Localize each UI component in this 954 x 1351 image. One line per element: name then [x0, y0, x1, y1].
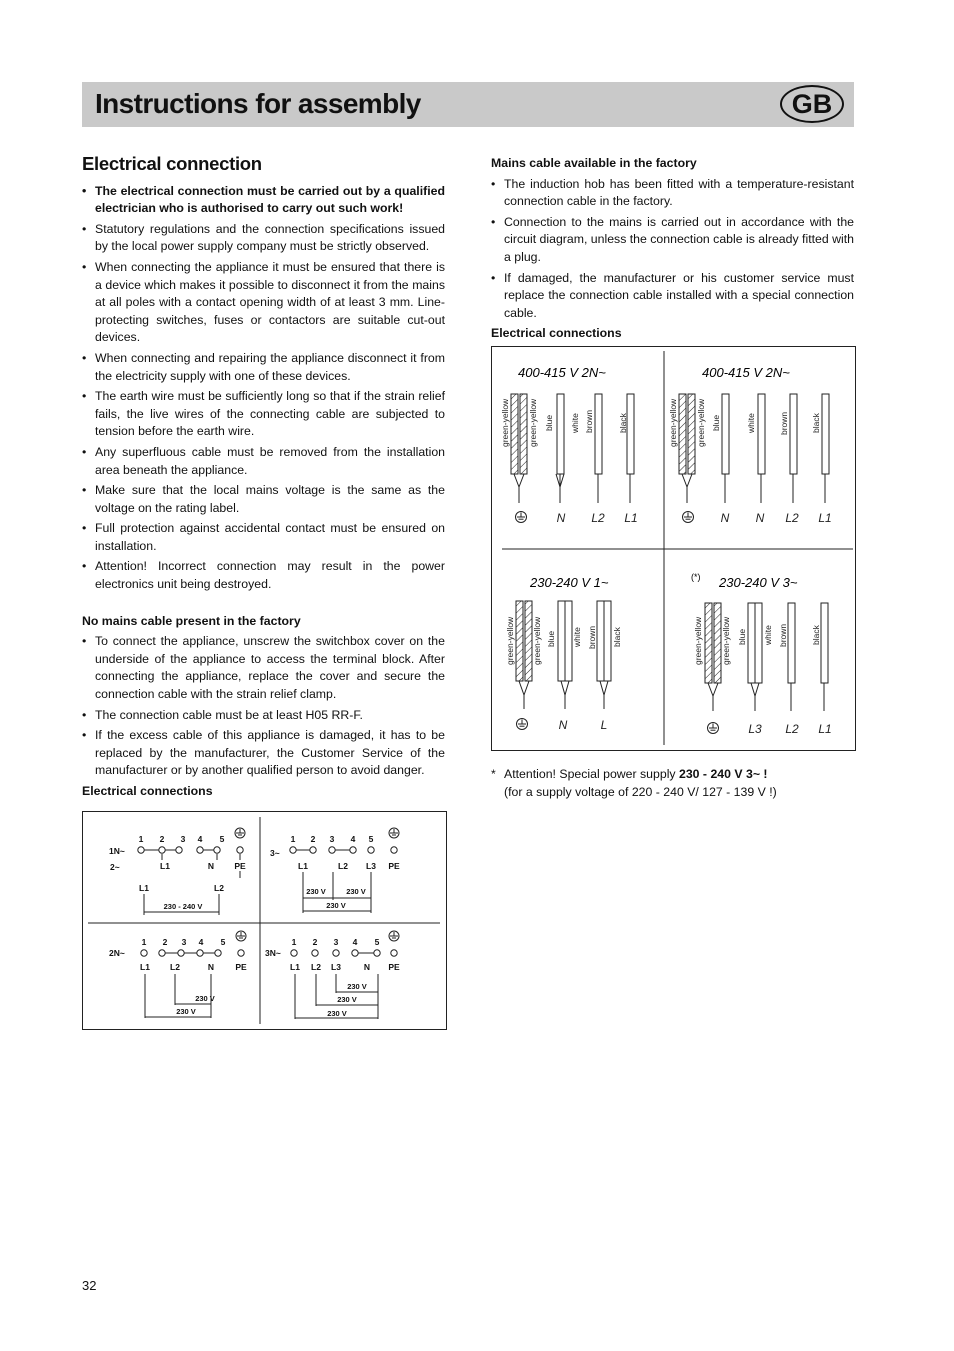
terminal-label: L2 [591, 510, 605, 525]
voltage-label: 230 V [327, 1008, 347, 1018]
wire-label: brown [587, 625, 597, 649]
wire-label: green-yellow [500, 398, 510, 447]
supply-label: 3~ [270, 847, 280, 858]
wire-label: green-yellow [696, 398, 706, 447]
section-heading: Electrical connection [82, 153, 262, 174]
terminal-label: PE [388, 961, 400, 972]
footnote [491, 766, 854, 801]
terminal-number: 3 [329, 833, 335, 844]
wire-label: white [572, 627, 582, 647]
terminal-number: 3 [180, 833, 186, 844]
wire-label: white [570, 413, 580, 433]
terminal-label: N [720, 510, 730, 525]
terminal-number: 5 [219, 833, 225, 844]
list-item: • The electrical connection must be carried out by a qualified electrician who is authorised to carry out such work! [82, 183, 445, 218]
terminal-label: L2 [170, 961, 180, 972]
voltage-title: 400-415 V 2N~ [518, 364, 606, 380]
voltage-title: 400-415 V 2N~ [702, 364, 790, 380]
terminal-label: L1 [160, 860, 170, 871]
wire-label: black [811, 413, 821, 433]
subheading: No mains cable present in the factory [82, 613, 301, 628]
list-item: • The earth wire must be sufficiently long so that if the strain relief fails, the live wires of the connecting cable are subjected to tension before the earth wire. [82, 388, 445, 441]
list-item: • To connect the appliance, unscrew the switchbox cover on the underside of the appliance to access the terminal block. After connecting the appliance, replace the cover and secure the connection cable with the strain relief clamp. [82, 633, 445, 703]
list-item: • Statutory regulations and the connection specifications issued by the local power supply company must be strictly observed. [82, 221, 445, 256]
terminal-number: 3 [333, 936, 339, 947]
wire-label: brown [779, 411, 789, 435]
terminal-label: N [363, 961, 371, 972]
earth-icon [708, 722, 719, 733]
terminal-label: L2 [311, 961, 321, 972]
footnote-line2: (for a supply voltage of 220 - 240 V/ 127 - 139 V !) [504, 784, 777, 799]
terminal-label: PE [235, 961, 247, 972]
wire-label: white [763, 625, 773, 645]
left-column [82, 155, 445, 1030]
header-bar [82, 82, 854, 127]
terminal-diagram [82, 811, 447, 1030]
list-item: • When connecting the appliance it must be ensured that there is a device which makes it possible to disconnect it from the mains at all poles with a contact opening width of at least 3 mm. Line-protecting switches, fuses or contactors are suitable cut-out devices. [82, 259, 445, 347]
list-item: • When connecting and repairing the appliance disconnect it from the electricity supply with one of these devices. [82, 350, 445, 385]
terminal-number: 4 [352, 936, 358, 947]
wire-label: black [618, 413, 628, 433]
list-item: • The induction hob has been fitted with a temperature-resistant connection cable in the factory. [491, 176, 854, 211]
page-number: 32 [82, 1278, 97, 1293]
terminal-number: 5 [368, 833, 374, 844]
terminal-label: N [558, 717, 568, 732]
voltage-label: 230 V [195, 993, 215, 1003]
wire-label: white [746, 413, 756, 433]
terminal-number: 1 [290, 833, 296, 844]
voltage-label: 230 V [326, 900, 346, 910]
footnote-star: (*) [691, 571, 701, 582]
earth-icon [517, 718, 528, 729]
wire-label: black [811, 625, 821, 645]
terminal-label: N [556, 510, 566, 525]
terminal-label: L1 [624, 510, 638, 525]
terminal-label: N [207, 961, 215, 972]
terminal-number: 5 [220, 936, 226, 947]
cable-diagram [491, 346, 856, 751]
terminal-label: L3 [331, 961, 341, 972]
terminal-number: 2 [162, 936, 168, 947]
terminal-label: L1 [818, 721, 832, 736]
terminal-number: 1 [141, 936, 147, 947]
terminal-number: 4 [197, 833, 203, 844]
terminal-label: L2 [338, 860, 348, 871]
terminal-number: 2 [312, 936, 318, 947]
terminal-number: 1 [291, 936, 297, 947]
factory-cable-list [491, 176, 854, 323]
wire-label: blue [544, 414, 554, 431]
terminal-number: 1 [138, 833, 144, 844]
terminal-number: 5 [374, 936, 380, 947]
terminal-label: L [600, 717, 608, 732]
footnote-text: Attention! Special power supply [504, 766, 679, 781]
voltage-label: 230 - 240 V [163, 901, 203, 911]
terminal-number: 3 [181, 936, 187, 947]
list-item: • If damaged, the manufacturer or his customer service must replace the connection cable installed with a special connection cable. [491, 270, 854, 323]
subheading: Mains cable available in the factory [491, 156, 697, 170]
wire-label: green-yellow [721, 616, 731, 665]
terminal-label: L2 [785, 510, 799, 525]
list-item: • Attention! Incorrect connection may result in the power electronics unit being destroyed. [82, 558, 445, 593]
terminal-label: L3 [748, 721, 762, 736]
wire-label: blue [737, 628, 747, 645]
diagram-label: Electrical connections [82, 784, 213, 798]
terminal-number: 2 [310, 833, 316, 844]
earth-icon [516, 511, 527, 522]
supply-label: 2~ [110, 861, 120, 872]
terminal-number: 2 [159, 833, 165, 844]
wire-label: green-yellow [505, 616, 515, 665]
language-badge: GB [780, 85, 844, 123]
diagram-label: Electrical connections [491, 326, 622, 341]
list-item: • The connection cable must be at least H05 RR-F. [82, 707, 445, 725]
list-item: • Full protection against accidental contact must be ensured on installation. [82, 520, 445, 555]
voltage-title: 230-240 V 3~ [719, 574, 798, 590]
list-item: • Make sure that the local mains voltage is the same as the voltage on the rating label. [82, 482, 445, 517]
right-column [491, 155, 854, 801]
terminal-number: 4 [350, 833, 356, 844]
wire-label: black [612, 627, 622, 647]
footnote-marker: * [491, 766, 496, 781]
voltage-label: 230 V [347, 981, 367, 991]
wire-label: green-yellow [528, 398, 538, 447]
terminal-label: L1 [298, 860, 308, 871]
wire-label: green-yellow [532, 616, 542, 665]
footnote-bold: 230 - 240 V 3~ ! [679, 766, 768, 781]
supply-label: 1N~ [109, 845, 125, 856]
safety-list [82, 183, 445, 594]
wire-label: blue [546, 630, 556, 647]
supply-label: 3N~ [265, 947, 281, 958]
wire-label: brown [778, 623, 788, 647]
terminal-number: 4 [198, 936, 204, 947]
terminal-label: L2 [785, 721, 799, 736]
earth-icon [683, 511, 694, 522]
terminal-label: PE [388, 860, 400, 871]
wire-label: green-yellow [668, 398, 678, 447]
voltage-title: 230-240 V 1~ [530, 574, 609, 590]
voltage-label: 230 V [346, 886, 366, 896]
terminal-label: PE [234, 860, 246, 871]
list-item: • Connection to the mains is carried out in accordance with the circuit diagram, unless the connection cable is already fitted with a plug. [491, 214, 854, 267]
no-cable-list [82, 633, 445, 780]
voltage-label: 230 V [176, 1006, 196, 1016]
terminal-label: N [207, 860, 215, 871]
terminal-label: L1 [290, 961, 300, 972]
terminal-label: L2 [214, 882, 224, 893]
terminal-label: L1 [818, 510, 832, 525]
voltage-label: 230 V [337, 994, 357, 1004]
wire-label: brown [584, 409, 594, 433]
voltage-label: 230 V [306, 886, 326, 896]
wire-label: green-yellow [693, 616, 703, 665]
wire-label: blue [711, 414, 721, 431]
terminal-label: N [755, 510, 765, 525]
terminal-label: L3 [366, 860, 376, 871]
terminal-label: L1 [139, 882, 149, 893]
list-item: • If the excess cable of this appliance is damaged, it has to be replaced by the manufacturer, the Customer Service of the manufacturer or by another qualified person to avoid danger. [82, 727, 445, 780]
supply-label: 2N~ [109, 947, 125, 958]
page-title: Instructions for assembly [95, 88, 421, 119]
list-item: • Any superfluous cable must be removed from the installation area beneath the appliance. [82, 444, 445, 479]
terminal-label: L1 [140, 961, 150, 972]
